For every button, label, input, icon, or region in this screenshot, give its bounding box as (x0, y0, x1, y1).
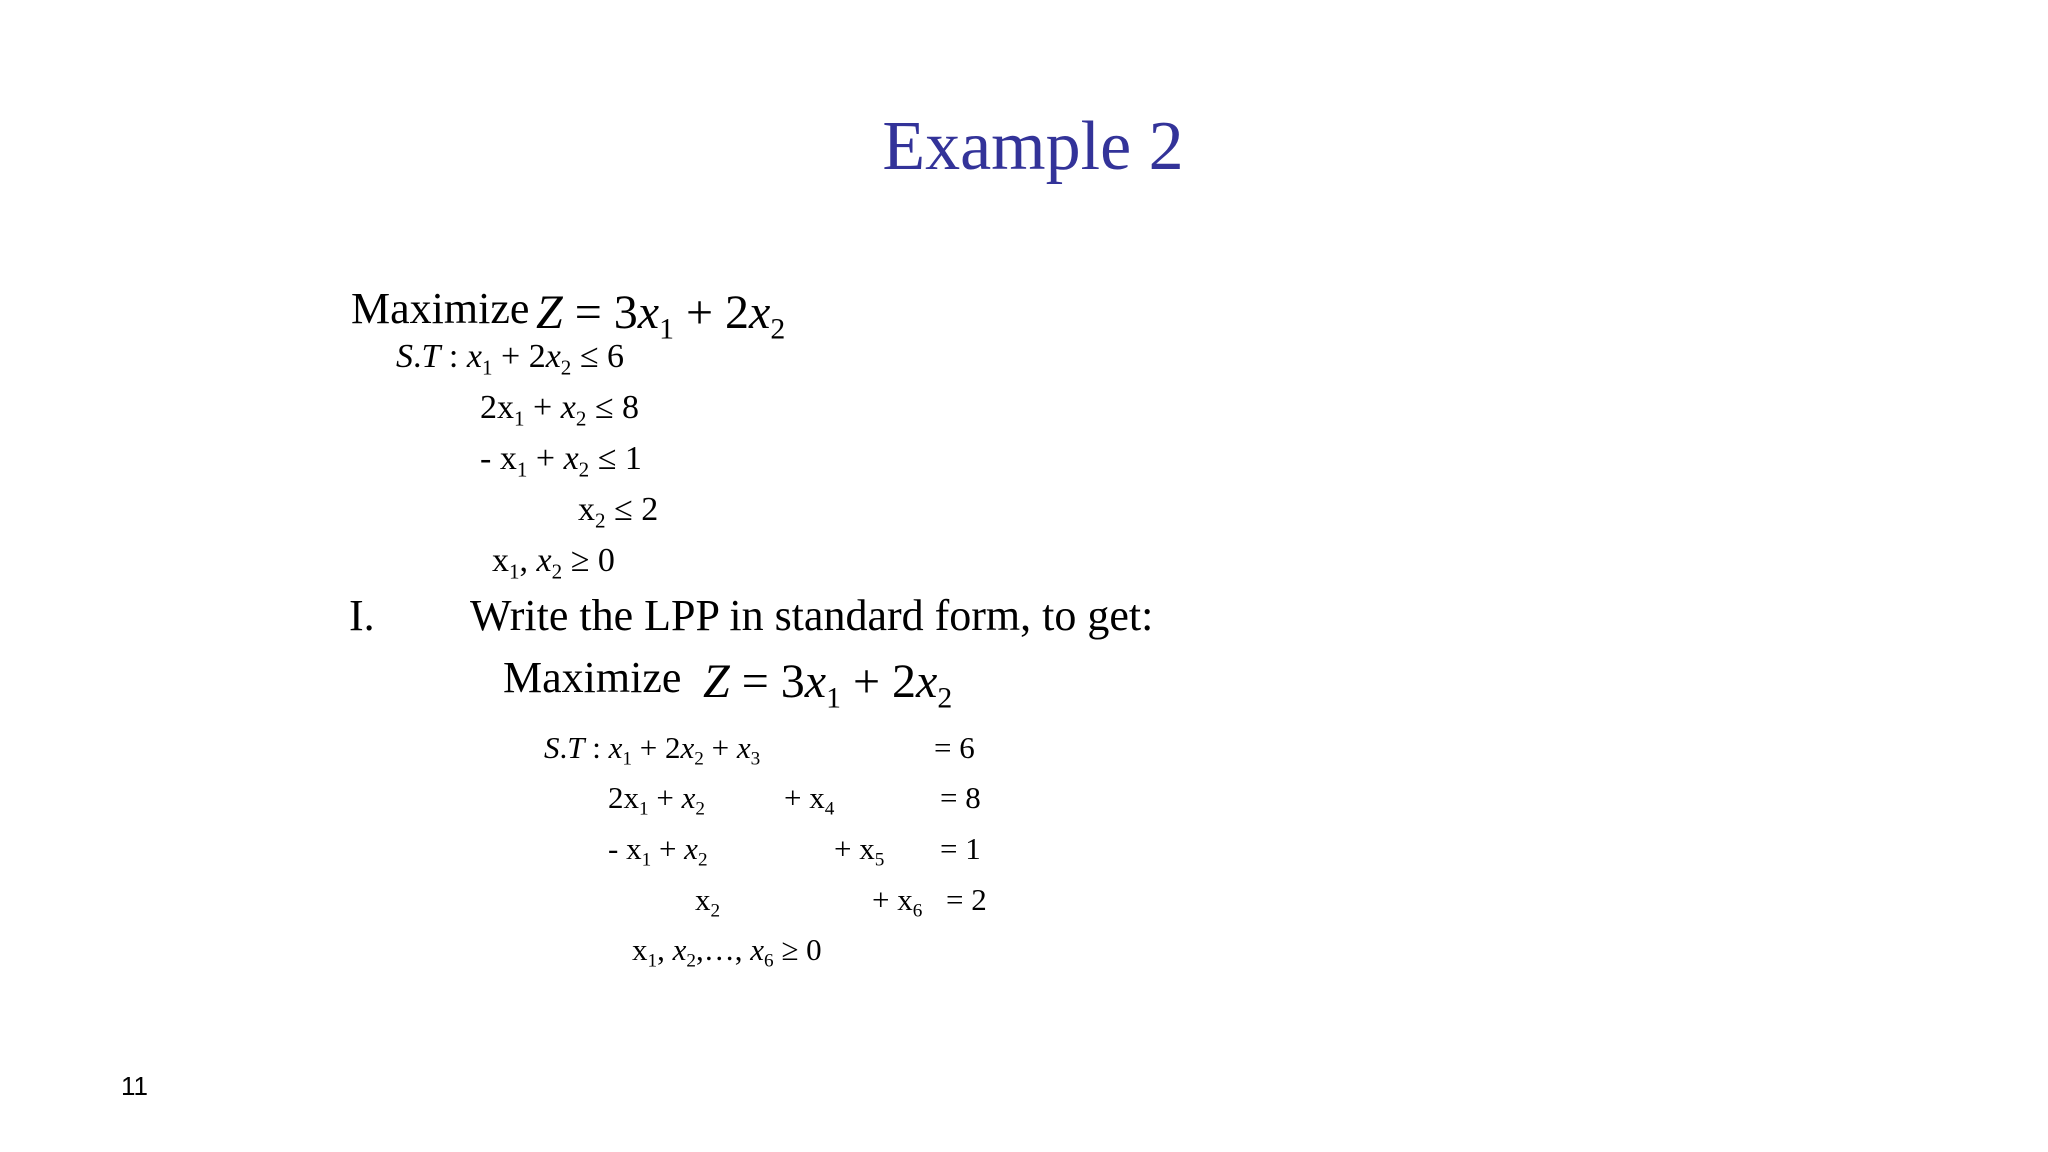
standard-nonneg: $x_1$, $x_2,\dots$, $x_6 \ge 0$ (632, 932, 822, 972)
slack-x5: + $x_5$ (834, 831, 885, 871)
standard-rhs-1: = 6 (934, 730, 975, 765)
maximize-label: Maximize (351, 284, 530, 333)
constraint-nonneg: $x_1$, $x_2 \ge 0$ (492, 542, 615, 584)
standard-objective-function: $Z = 3x_1 + 2x_2$ (703, 655, 953, 715)
standard-maximize-label: Maximize (503, 653, 682, 702)
standard-constraint-1: S.T : $x_1 + 2x_2 + x_3$ (544, 730, 761, 770)
slide-title: Example 2 (882, 108, 1184, 185)
slack-x4: + $x_4$ (784, 780, 835, 820)
standard-rhs-4: = 2 (946, 882, 987, 917)
step-roman: I. (349, 591, 375, 640)
step-text: Write the LPP in standard form, to get: (470, 591, 1154, 640)
slide-number: 11 (121, 1071, 148, 1101)
standard-constraint-4: $x_2$ (695, 882, 721, 922)
standard-rhs-2: = 8 (940, 780, 981, 815)
standard-rhs-3: = 1 (940, 831, 981, 866)
standard-constraint-3: - $x_1 + x_2$ (608, 831, 708, 871)
constraint-4: $x_2 \le 2$ (578, 491, 659, 533)
standard-constraint-2: $2x_1 + x_2$ (608, 780, 705, 820)
objective-function: $Z = 3x_1 + 2x_2$ (536, 286, 786, 346)
constraint-2: $2x_1 + x_2 \le 8$ (480, 389, 640, 431)
slack-x6: + $x_6$ (872, 882, 923, 922)
constraint-1: S.T : $x_1 + 2x_2 \le 6$ (396, 338, 625, 380)
constraint-3: - $x_1 + x_2 \le 1$ (480, 440, 642, 482)
